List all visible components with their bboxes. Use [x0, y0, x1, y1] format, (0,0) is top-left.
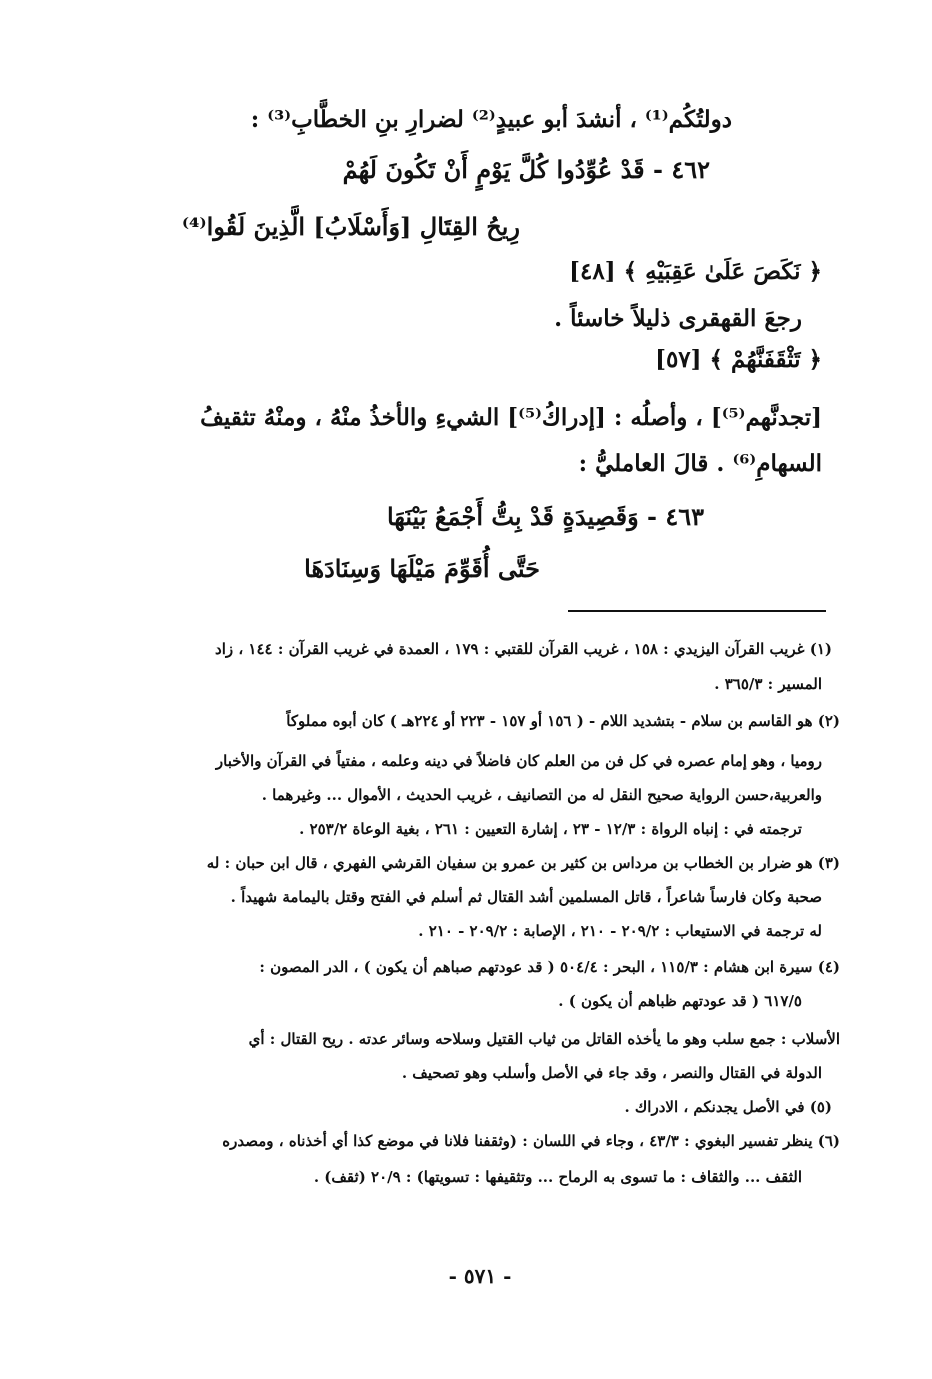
- footnote-3-line-1: (٣) هو ضرار بن الخطاب بن مرداس بن كثير بن عمرو بن سفيان القرشي الفهري ، قال ابن حبان : له: [206, 854, 840, 872]
- gloss-line-1: رجعَ القهقرى ذليلاً خاسئاً .: [554, 305, 802, 332]
- main-text-line-1: دولتُكُم⁽¹⁾ ، أنشدَ أبو عبيدٍ⁽²⁾ لضرارِ بنِ الخطَّابِ⁽³⁾ :: [250, 106, 732, 133]
- footnote-6-line-2: الثقف ... والثقاف : ما تسوى به الرماح ... وتثقيفها : تسويتها) : ٢٠/٩ (ثقف) .: [313, 1168, 802, 1186]
- footnote-6-line-1: (٦) ينظر تفسير البغوي : ٤٣/٣ ، وجاء في اللسان : (وثقفنا فلانا في موضع كذا أي أخذناه ، ومصدره: [222, 1132, 840, 1150]
- footnote-2-line-4: ترجمته في : إنباه الرواة : ١٢/٣ - ٢٣ ، إشارة التعيين : ٢٦١ ، بغية الوعاة ٢٥٣/٢ .: [299, 820, 802, 838]
- footnote-3-line-2: صحبة وكان فارساً شاعراً ، قاتل المسلمين أشد القتال ثم أسلم في الفتح وقتل باليمامة شهيداً .: [230, 888, 822, 906]
- footnote-2-line-1: (٢) هو القاسم بن سلام - بتشديد اللام - ( ١٥٦ أو ١٥٧ - ٢٢٣ أو ٢٢٤هـ ) كان أبوه مملوكاً: [286, 712, 840, 730]
- page-number: - ٥٧١ -: [448, 1264, 512, 1288]
- verse-462-second-hemistich: رِيحُ القِتَالِ [وَأَسْلَابُ] الَّذِينَ لَقُوا⁽⁴⁾: [181, 212, 520, 241]
- explanation-line-1: [تجدنَّهم⁽⁵⁾] ، وأصلُه : [إدراكُ⁽⁵⁾] الشيءِ والأخذُ منْهُ ، ومنْهُ تثقيفُ: [200, 404, 822, 431]
- explanation-line-2: السهامِ⁽⁶⁾ . قالَ العامليُّ :: [578, 450, 822, 477]
- footnote-4-line-4: الدولة في القتال والنصر ، وقد جاء في الأصل وأسلب وهو تصحيف .: [401, 1064, 822, 1082]
- footnote-5: (٥) في الأصل يجدنكم ، الادراك .: [624, 1098, 832, 1116]
- footnote-3-line-3: له ترجمة في الاستيعاب : ٢٠٩/٢ - ٢١٠ ، الإصابة : ٢٠٩/٢ - ٢١٠ .: [418, 922, 822, 940]
- quran-citation-2: ﴿ تَثْقَفَنَّهُمْ ﴾ [٥٧]: [655, 346, 822, 373]
- footnote-4-line-1: (٤) سيرة ابن هشام : ١١٥/٣ ، البحر : ٥٠٤/٤ ( قد عودتهم صباهم أن يكون ) ، الدر المصون :: [259, 958, 840, 976]
- quran-citation-1: ﴿ نَكَصَ عَلَىٰ عَقِبَيْهِ ﴾ [٤٨]: [569, 258, 822, 285]
- footnote-2-line-3: والعربية،حسن الرواية صحيح النقل له من التصانيف ، غريب الحديث ، الأموال ... وغيرهما .: [261, 786, 822, 804]
- verse-463-second-hemistich: حَتَّى أُقَوِّمَ مَيْلَهَا وَسِنَادَهَا: [304, 554, 540, 583]
- verse-462-first-hemistich: ٤٦٢ - قَدْ عُوِّدُوا كُلَّ يَوْمٍ أَنْ تَكُونَ لَهُمْ: [342, 155, 710, 184]
- footnote-separator: [568, 610, 826, 612]
- verse-463-first-hemistich: ٤٦٣ - وَقَصِيدَةٍ قَدْ بِتُّ أَجْمَعُ بَيْنَهَا: [386, 502, 704, 531]
- footnote-4-line-3: الأسلاب : جمع سلب وهو ما يأخذه القاتل من ثياب القتيل وسلاحه وسائر عدته . ريح القتال : أي: [248, 1030, 840, 1048]
- footnote-2-line-2: روميا ، وهو إمام عصره في كل فن من العلم كان فاضلاً في دينه وعلمه ، مفتياً في القرآن والأخبار: [215, 752, 822, 770]
- footnote-4-line-2: ٦١٧/٥ ( قد عودتهم ظباهم أن يكون ) .: [558, 992, 802, 1010]
- footnote-1-line-2: المسير : ٣٦٥/٣ .: [714, 675, 822, 693]
- footnote-1-line-1: (١) غريب القرآن اليزيدي : ١٥٨ ، غريب القرآن للقتبي : ١٧٩ ، العمدة في غريب القرآن : ١٤٤ ، زاد: [215, 640, 832, 658]
